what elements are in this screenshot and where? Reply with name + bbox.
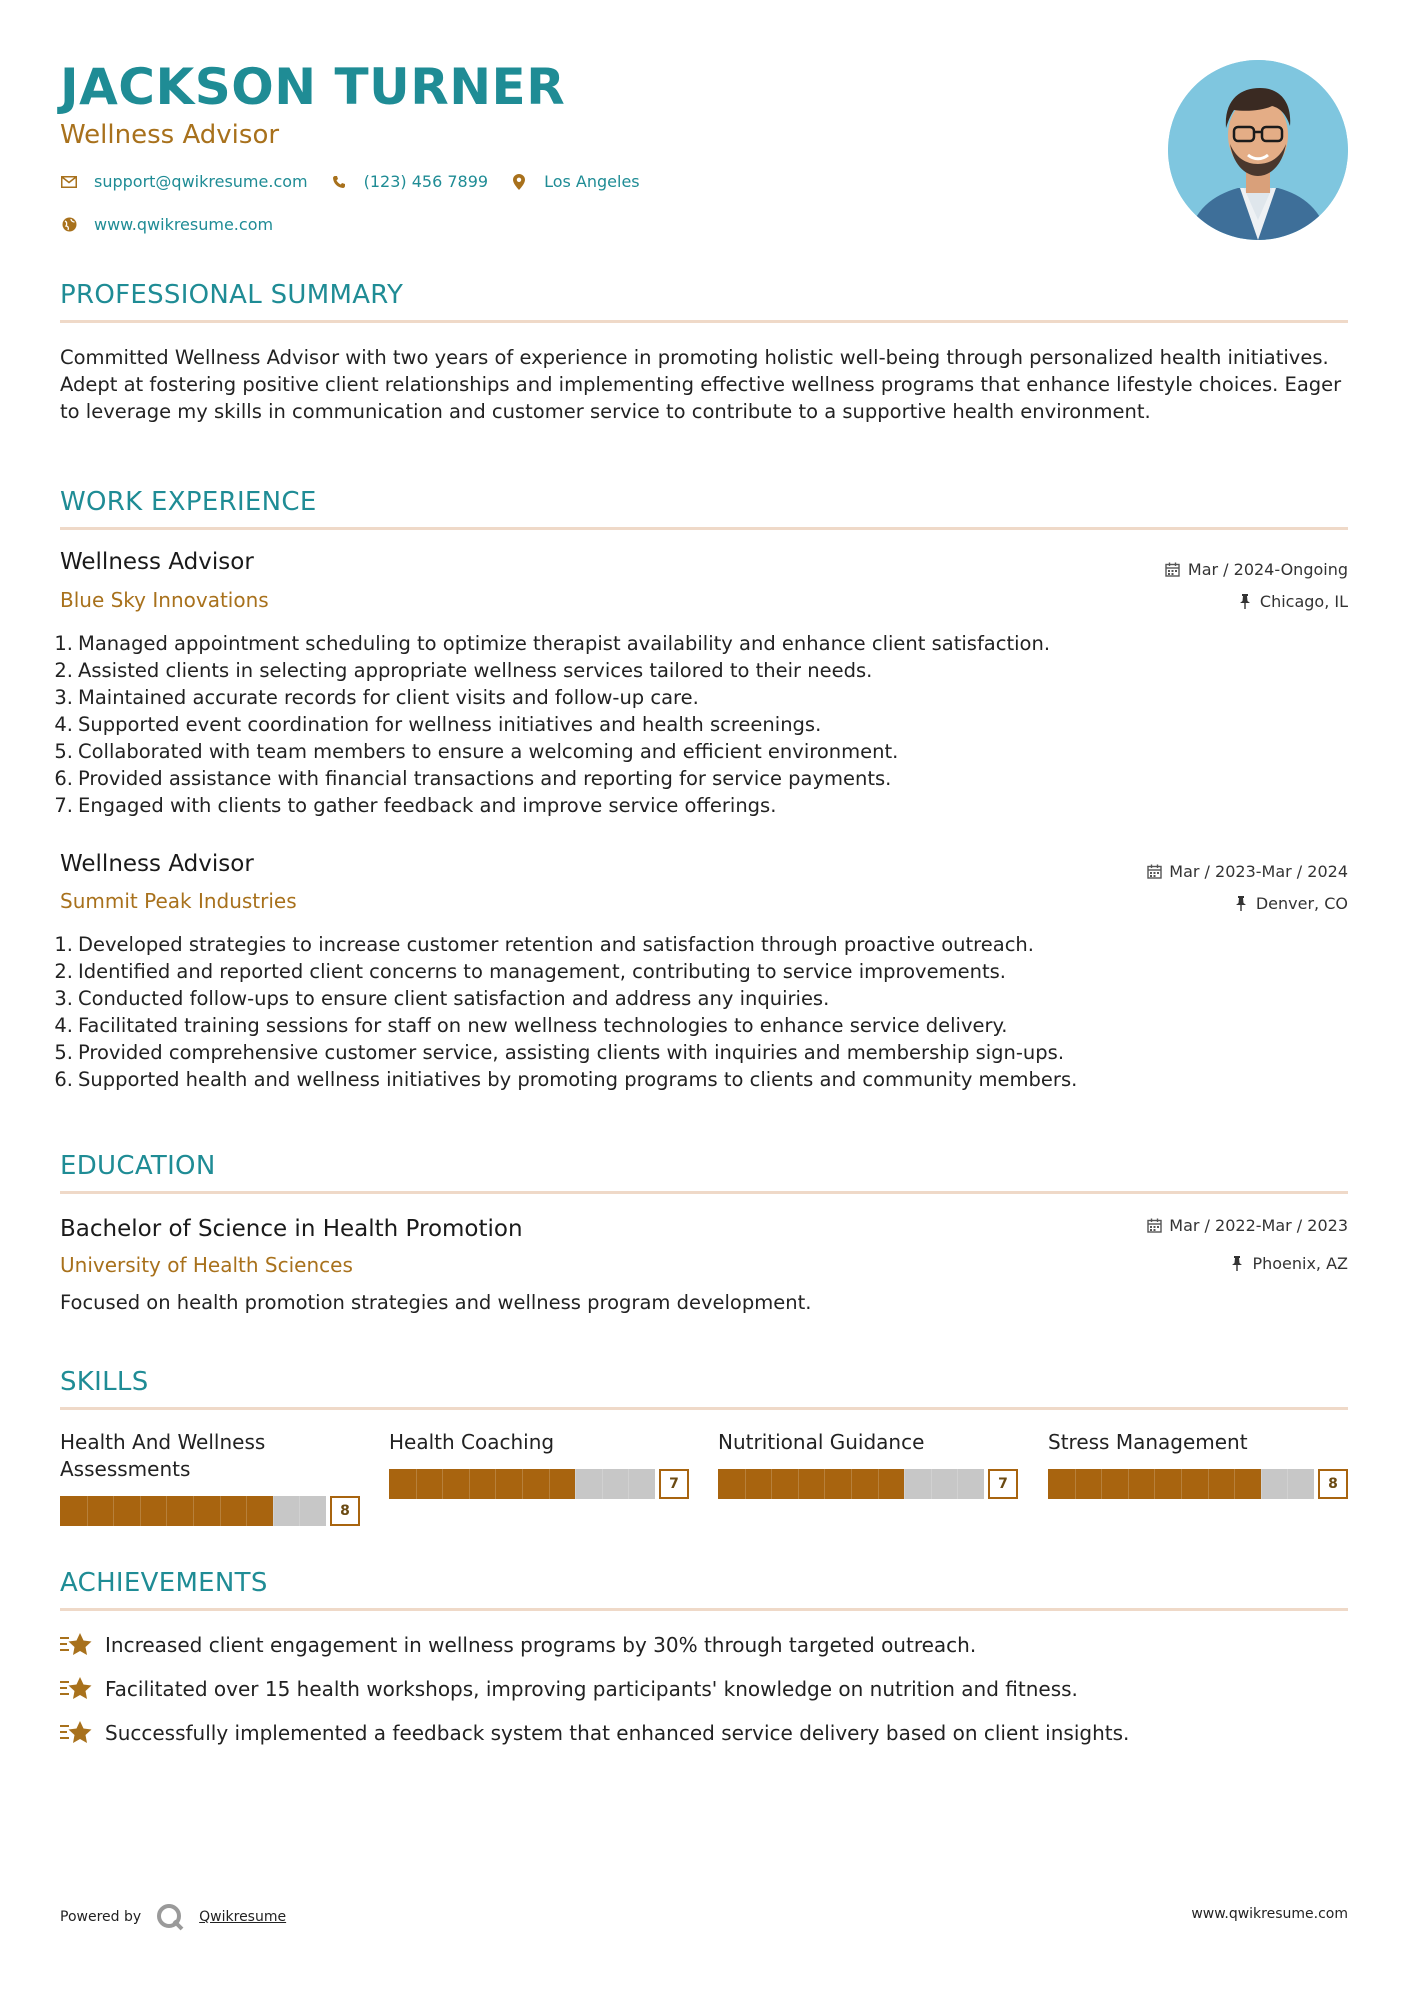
job-dates-text: Mar / 2023-Mar / 2024 — [1169, 862, 1348, 881]
contact-website[interactable] — [60, 215, 273, 234]
list-item: 7. Engaged with clients to gather feedback and improve service offerings. — [54, 794, 777, 817]
list-item: 1. Developed strategies to increase customer retention and satisfaction through proactive outreach. — [54, 933, 1034, 956]
website-text[interactable]: www.qwikresume.com — [94, 215, 274, 234]
contact-row — [60, 172, 662, 191]
section-divider — [60, 1608, 1348, 1611]
list-item: 1. Managed appointment scheduling to optimize therapist availability and enhance client satisfaction. — [54, 632, 1051, 655]
skill-item — [1048, 1429, 1348, 1492]
skill-name: Health And Wellness Assessments — [60, 1430, 266, 1481]
degree-title: Bachelor of Science in Health Promotion — [60, 1216, 523, 1242]
skill-bar-segment — [798, 1469, 799, 1499]
location-text: Los Angeles — [544, 172, 640, 191]
pin-icon — [1232, 895, 1250, 913]
skill-bar-segment — [140, 1496, 141, 1526]
footer-powered-by — [60, 1902, 286, 1932]
contact-location — [510, 172, 640, 191]
qwikresume-logo — [155, 1902, 185, 1932]
skill-bar-segment — [299, 1496, 300, 1526]
skill-bar-segment — [549, 1469, 550, 1499]
skill-bar-segment — [602, 1469, 603, 1499]
skills-heading: SKILLS — [60, 1367, 149, 1397]
achievements-heading: ACHIEVEMENTS — [60, 1568, 268, 1598]
contact-phone[interactable] — [330, 172, 488, 191]
phone-text[interactable]: (123) 456 7899 — [363, 172, 489, 191]
skill-score: 8 — [330, 1496, 360, 1526]
list-item: 6. Provided assistance with financial transactions and reporting for service payments. — [54, 767, 892, 790]
pin-icon — [1228, 1255, 1246, 1273]
skill-bar-segment — [904, 1469, 905, 1499]
list-item: 4. Facilitated training sessions for staff on new wellness technologies to enhance service delivery. — [54, 1014, 1008, 1037]
section-divider — [60, 1191, 1348, 1194]
achievement-text: Successfully implemented a feedback system that enhanced service delivery based on client insights. — [105, 1721, 1130, 1745]
skill-bar-segment — [878, 1469, 879, 1499]
job-dates — [1164, 560, 1348, 579]
achievement-item — [60, 1720, 1129, 1746]
skill-name: Stress Management — [1048, 1430, 1248, 1454]
education-dates-text: Mar / 2022-Mar / 2023 — [1169, 1216, 1348, 1235]
globe-icon — [60, 216, 78, 234]
skill-bar-segment — [957, 1469, 958, 1499]
section-divider — [60, 320, 1348, 323]
list-item: 5. Provided comprehensive customer service, assisting clients with inquiries and membership sign-ups. — [54, 1041, 1065, 1064]
experience-heading: WORK EXPERIENCE — [60, 487, 317, 517]
powered-by-label: Powered by — [60, 1909, 142, 1925]
school-name: University of Health Sciences — [60, 1253, 353, 1277]
skill-score: 8 — [1318, 1469, 1348, 1499]
job-dates-text: Mar / 2024-Ongoing — [1187, 560, 1348, 579]
job-company: Blue Sky Innovations — [60, 588, 269, 612]
skill-bar — [718, 1469, 1018, 1499]
list-item: 4. Supported event coordination for wellness initiatives and health screenings. — [54, 713, 822, 736]
job-duties-list — [44, 630, 1344, 819]
skill-bar-segment — [416, 1469, 417, 1499]
job-title: Wellness Advisor — [60, 851, 254, 877]
skill-bar-segment — [771, 1469, 772, 1499]
skill-bar-segment — [1181, 1469, 1182, 1499]
skill-bar-segment — [495, 1469, 496, 1499]
brand-link[interactable]: Qwikresume — [199, 1909, 287, 1925]
phone-icon — [330, 173, 348, 191]
email-text[interactable]: support@qwikresume.com — [94, 172, 308, 191]
skill-item — [60, 1429, 360, 1519]
skill-bar-segment — [273, 1496, 274, 1526]
contact-row-website — [60, 215, 295, 234]
list-item: 3. Conducted follow-ups to ensure client satisfaction and address any inquiries. — [54, 987, 830, 1010]
skill-bar-segment — [1234, 1469, 1235, 1499]
skill-bar-segment — [1154, 1469, 1155, 1499]
star-achievement-icon — [60, 1676, 94, 1702]
candidate-role: Wellness Advisor — [60, 120, 280, 150]
education-heading: EDUCATION — [60, 1151, 216, 1181]
job-location-text: Denver, CO — [1255, 894, 1348, 913]
skill-bar-segment — [1287, 1469, 1288, 1499]
education-dates — [1145, 1216, 1348, 1235]
skill-bar-segment — [442, 1469, 443, 1499]
skill-bar-segment — [469, 1469, 470, 1499]
pin-icon — [1236, 593, 1254, 611]
skill-bar-segment — [575, 1469, 576, 1499]
profile-photo — [1168, 60, 1348, 240]
skill-item — [718, 1429, 1018, 1492]
star-achievement-icon — [60, 1632, 94, 1658]
list-item: 2. Identified and reported client concerns to management, contributing to service improvements. — [54, 960, 1006, 983]
summary-text: Committed Wellness Advisor with two years of experience in promoting holistic well-being through personalized health initiatives. Adept at fostering positive client relationships and implementing effective wellness programs that enhance lifestyle choices. Eager to leverage my skills in communication and customer service to contribute to a supportive health environment. — [60, 346, 1342, 423]
skill-bar-segment — [220, 1496, 221, 1526]
list-item: 6. Supported health and wellness initiatives by promoting programs to clients and community members. — [54, 1068, 1078, 1091]
skill-bar-segment — [1101, 1469, 1102, 1499]
section-divider — [60, 1407, 1348, 1410]
skill-name: Health Coaching — [389, 1430, 555, 1454]
skill-bar-segment — [1208, 1469, 1209, 1499]
skill-bar-segment — [246, 1496, 247, 1526]
calendar-icon — [1145, 863, 1163, 881]
envelope-icon — [60, 173, 78, 191]
job-duties-list — [44, 931, 1344, 1093]
skill-bar — [60, 1496, 360, 1526]
achievement-item — [60, 1676, 1078, 1702]
skill-bar-segment — [522, 1469, 523, 1499]
job-location — [1232, 894, 1348, 913]
skill-bar-segment — [1261, 1469, 1262, 1499]
skill-bar-segment — [87, 1496, 88, 1526]
achievement-item — [60, 1632, 976, 1658]
skill-bar-segment — [745, 1469, 746, 1499]
calendar-icon — [1145, 1217, 1163, 1235]
skill-bar-segment — [166, 1496, 167, 1526]
summary-heading: PROFESSIONAL SUMMARY — [60, 280, 404, 310]
skill-bar-segment — [824, 1469, 825, 1499]
section-divider — [60, 527, 1348, 530]
star-achievement-icon — [60, 1720, 94, 1746]
skill-bar-segment — [851, 1469, 852, 1499]
contact-email[interactable] — [60, 172, 308, 191]
education-description: Focused on health promotion strategies and wellness program development. — [60, 1291, 812, 1314]
job-location — [1236, 592, 1348, 611]
list-item: 3. Maintained accurate records for client visits and follow-up care. — [54, 686, 699, 709]
map-pin-icon — [510, 173, 528, 191]
skill-bar-segment — [193, 1496, 194, 1526]
achievement-text: Facilitated over 15 health workshops, improving participants' knowledge on nutrition and fitness. — [105, 1677, 1078, 1701]
skill-bar-segment — [113, 1496, 114, 1526]
list-item: 5. Collaborated with team members to ensure a welcoming and efficient environment. — [54, 740, 899, 763]
job-title: Wellness Advisor — [60, 549, 254, 575]
education-location-text: Phoenix, AZ — [1252, 1254, 1348, 1273]
skill-score: 7 — [659, 1469, 689, 1499]
job-location-text: Chicago, IL — [1259, 592, 1348, 611]
skill-bar — [1048, 1469, 1348, 1499]
list-item: 2. Assisted clients in selecting appropriate wellness services tailored to their needs. — [54, 659, 873, 682]
candidate-name: JACKSON TURNER — [60, 58, 566, 116]
skill-bar-segment — [628, 1469, 629, 1499]
skill-bar-segment — [1128, 1469, 1129, 1499]
skill-name: Nutritional Guidance — [718, 1430, 925, 1454]
skill-score: 7 — [988, 1469, 1018, 1499]
skill-bar-segment — [931, 1469, 932, 1499]
calendar-icon — [1164, 561, 1182, 579]
footer-website-link[interactable]: www.qwikresume.com — [1191, 1906, 1348, 1922]
education-location — [1228, 1254, 1348, 1273]
skill-item — [389, 1429, 689, 1492]
achievement-text: Increased client engagement in wellness programs by 30% through targeted outreach. — [105, 1633, 977, 1657]
job-dates — [1145, 862, 1348, 881]
job-company: Summit Peak Industries — [60, 889, 297, 913]
skill-bar — [389, 1469, 689, 1499]
skill-bar-segment — [1075, 1469, 1076, 1499]
